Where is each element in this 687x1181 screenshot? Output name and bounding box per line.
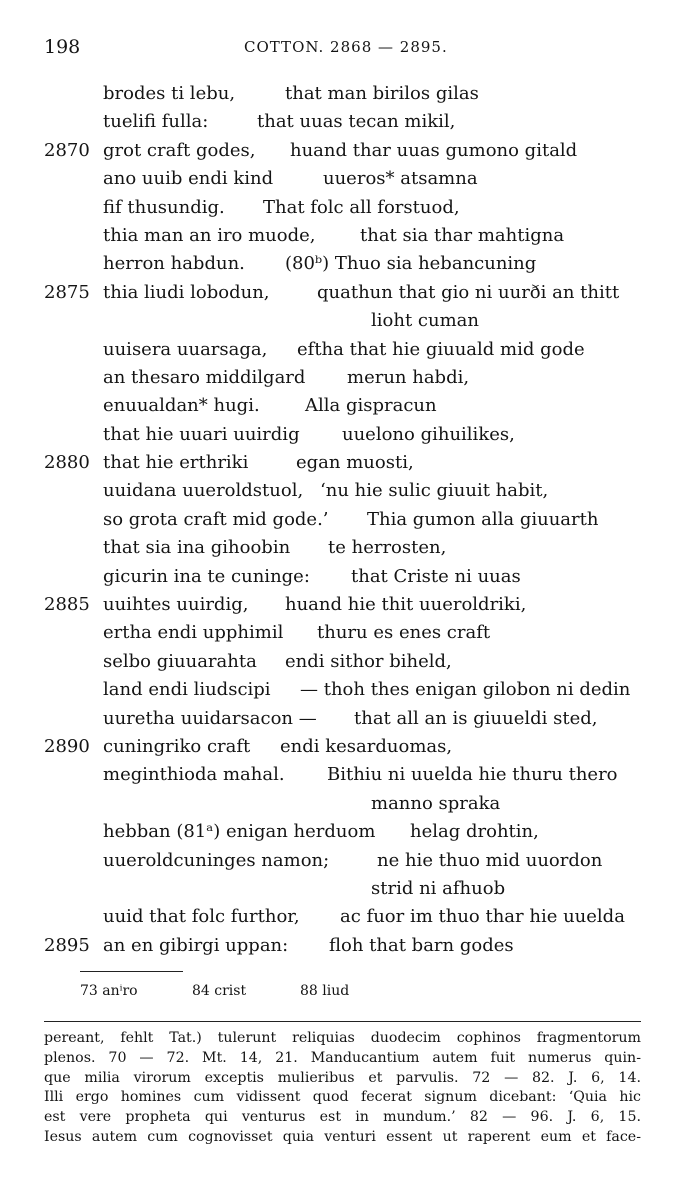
latin-commentary bbox=[44, 1029, 641, 1148]
first-half-line: land endi liudscipi bbox=[103, 679, 271, 701]
commentary-line: que milia virorum exceptis mulieribus et parvulis. 72 — 82. J. 6, 14. bbox=[44, 1069, 641, 1086]
first-half-line: that hie erthriki bbox=[103, 452, 249, 474]
first-half-line: uuretha uuidarsacon — bbox=[103, 707, 317, 729]
second-half-line: that sia thar mahtigna bbox=[360, 224, 565, 246]
verse-line bbox=[0, 477, 687, 505]
second-half-line: endi kesarduomas, bbox=[280, 735, 453, 757]
first-half-line: ano uuib endi kind bbox=[103, 168, 274, 190]
first-half-line: selbo giuuarahta bbox=[103, 650, 257, 672]
second-half-line: egan muosti, bbox=[296, 452, 414, 474]
commentary-line: plenos. 70 — 72. Mt. 14, 21. Manducantium autem fuit numerus quin- bbox=[44, 1049, 641, 1066]
verse-line bbox=[0, 619, 687, 647]
verse-line bbox=[0, 506, 687, 534]
verse-line bbox=[0, 80, 687, 108]
second-half-line: that uuas tecan mikil, bbox=[257, 111, 456, 133]
verse-line bbox=[0, 194, 687, 222]
second-half-line: strid ni afhuob bbox=[371, 877, 506, 899]
second-half-line: huand thar uuas gumono gitald bbox=[290, 139, 578, 161]
first-half-line: an thesaro middilgard bbox=[103, 366, 306, 388]
verse-line bbox=[0, 108, 687, 136]
line-number: 2890 bbox=[44, 735, 90, 757]
verse-line bbox=[0, 790, 687, 818]
commentary-line: Illi ergo homines cum vidissent quod fecerat signum dicebant: ‘Quia hic bbox=[44, 1089, 641, 1106]
verse-line bbox=[0, 222, 687, 250]
verse-line bbox=[0, 875, 687, 903]
first-half-line: an en gibirgi uppan: bbox=[103, 934, 289, 956]
second-half-line: te herrosten, bbox=[328, 537, 447, 559]
first-half-line: ertha endi upphimil bbox=[103, 622, 284, 644]
first-half-line: tuelifi fulla: bbox=[103, 111, 209, 133]
second-half-line: (80ᵇ) Thuo sia hebancuning bbox=[285, 253, 537, 275]
verse-line bbox=[0, 534, 687, 562]
second-half-line: merun habdi, bbox=[347, 366, 470, 388]
first-half-line: thia liudi lobodun, bbox=[103, 281, 270, 303]
first-half-line: thia man an iro muode, bbox=[103, 224, 316, 246]
verse-text bbox=[0, 80, 687, 960]
line-number: 2880 bbox=[44, 452, 90, 474]
variant-note: 88 liud bbox=[300, 983, 350, 999]
commentary-rule bbox=[44, 1021, 641, 1022]
page-number: 198 bbox=[44, 36, 81, 58]
commentary-line: Iesus autem cum cognovisset quia venturi essent ut raperent eum et face- bbox=[44, 1128, 641, 1145]
second-half-line: uuelono gihuilikes, bbox=[342, 423, 515, 445]
verse-line bbox=[0, 818, 687, 846]
first-half-line: that sia ina gihoobin bbox=[103, 537, 291, 559]
verse-line bbox=[0, 648, 687, 676]
first-half-line: gicurin ina te cuninge: bbox=[103, 565, 310, 587]
second-half-line: uueros* atsamna bbox=[323, 168, 478, 190]
running-head: COTTON. 2868 — 2895. bbox=[244, 38, 448, 56]
second-half-line: manno spraka bbox=[371, 792, 501, 814]
commentary-line: pereant, fehlt Tat.) tulerunt reliquias duodecim cophinos fragmentorum bbox=[44, 1030, 641, 1046]
verse-line bbox=[0, 676, 687, 704]
verse-line bbox=[0, 591, 687, 619]
second-half-line: That folc all forstuod, bbox=[263, 196, 460, 218]
first-half-line: meginthioda mahal. bbox=[103, 764, 285, 786]
first-half-line: cuningriko craft bbox=[103, 735, 251, 757]
verse-line bbox=[0, 733, 687, 761]
verse-line bbox=[0, 250, 687, 278]
verse-line bbox=[0, 137, 687, 165]
verse-line bbox=[0, 932, 687, 960]
second-half-line: Alla gispracun bbox=[305, 395, 437, 417]
second-half-line: ‘nu hie sulic giuuit habit, bbox=[320, 480, 549, 502]
first-half-line: uuid that folc furthor, bbox=[103, 906, 300, 928]
verse-line bbox=[0, 563, 687, 591]
second-half-line: huand hie thit uueroldriki, bbox=[285, 594, 527, 616]
first-half-line: uuihtes uuirdig, bbox=[103, 594, 249, 616]
second-half-line: lioht cuman bbox=[371, 310, 479, 332]
first-half-line: uuidana uueroldstuol, bbox=[103, 480, 304, 502]
first-half-line: uuisera uuarsaga, bbox=[103, 338, 268, 360]
second-half-line: ac fuor im thuo thar hie uuelda bbox=[340, 906, 625, 928]
verse-line bbox=[0, 392, 687, 420]
first-half-line: uueroldcuninges namon; bbox=[103, 849, 330, 871]
second-half-line: — thoh thes enigan gilobon ni dedin bbox=[300, 679, 631, 701]
page-header bbox=[44, 36, 640, 60]
second-half-line: Thia gumon alla giuuarth bbox=[367, 508, 599, 530]
line-number: 2895 bbox=[44, 934, 90, 956]
second-half-line: helag drohtin, bbox=[410, 821, 539, 843]
verse-line bbox=[0, 279, 687, 307]
first-half-line: brodes ti lebu, bbox=[103, 83, 236, 104]
first-half-line: grot craft godes, bbox=[103, 139, 256, 161]
second-half-line: eftha that hie giuuald mid gode bbox=[297, 338, 585, 360]
line-number: 2870 bbox=[44, 139, 90, 161]
second-half-line: that all an is giuueldi sted, bbox=[354, 707, 598, 729]
verse-line bbox=[0, 705, 687, 733]
first-half-line: hebban (81ᵃ) enigan herduom bbox=[103, 821, 376, 843]
verse-line bbox=[0, 165, 687, 193]
first-half-line: fif thusundig. bbox=[103, 196, 225, 218]
verse-line bbox=[0, 903, 687, 931]
verse-line bbox=[0, 847, 687, 875]
verse-line bbox=[0, 336, 687, 364]
first-half-line: that hie uuari uuirdig bbox=[103, 423, 300, 445]
second-half-line: floh that barn godes bbox=[329, 934, 514, 956]
first-half-line: so grota craft mid gode.’ bbox=[103, 508, 329, 530]
commentary-line: est vere propheta qui venturus est in mundum.’ 82 — 96. J. 6, 15. bbox=[44, 1109, 641, 1126]
footnote-rule bbox=[80, 971, 183, 972]
second-half-line: endi sithor biheld, bbox=[285, 650, 452, 672]
line-number: 2875 bbox=[44, 281, 90, 303]
second-half-line: that man birilos gilas bbox=[285, 83, 479, 104]
verse-line bbox=[0, 449, 687, 477]
first-half-line: herron habdun. bbox=[103, 253, 245, 275]
variant-note: 73 anⁱro bbox=[80, 983, 138, 999]
second-half-line: ne hie thuo mid uuordon bbox=[377, 849, 603, 871]
second-half-line: thuru es enes craft bbox=[317, 622, 491, 644]
second-half-line: that Criste ni uuas bbox=[351, 565, 521, 587]
verse-line bbox=[0, 307, 687, 335]
verse-line bbox=[0, 364, 687, 392]
first-half-line: enuualdan* hugi. bbox=[103, 395, 260, 417]
second-half-line: quathun that gio ni uurði an thitt bbox=[317, 281, 620, 303]
second-half-line: Bithiu ni uuelda hie thuru thero bbox=[327, 764, 618, 786]
variant-note: 84 crist bbox=[192, 983, 247, 999]
line-number: 2885 bbox=[44, 594, 90, 616]
verse-line bbox=[0, 421, 687, 449]
verse-line bbox=[0, 761, 687, 789]
